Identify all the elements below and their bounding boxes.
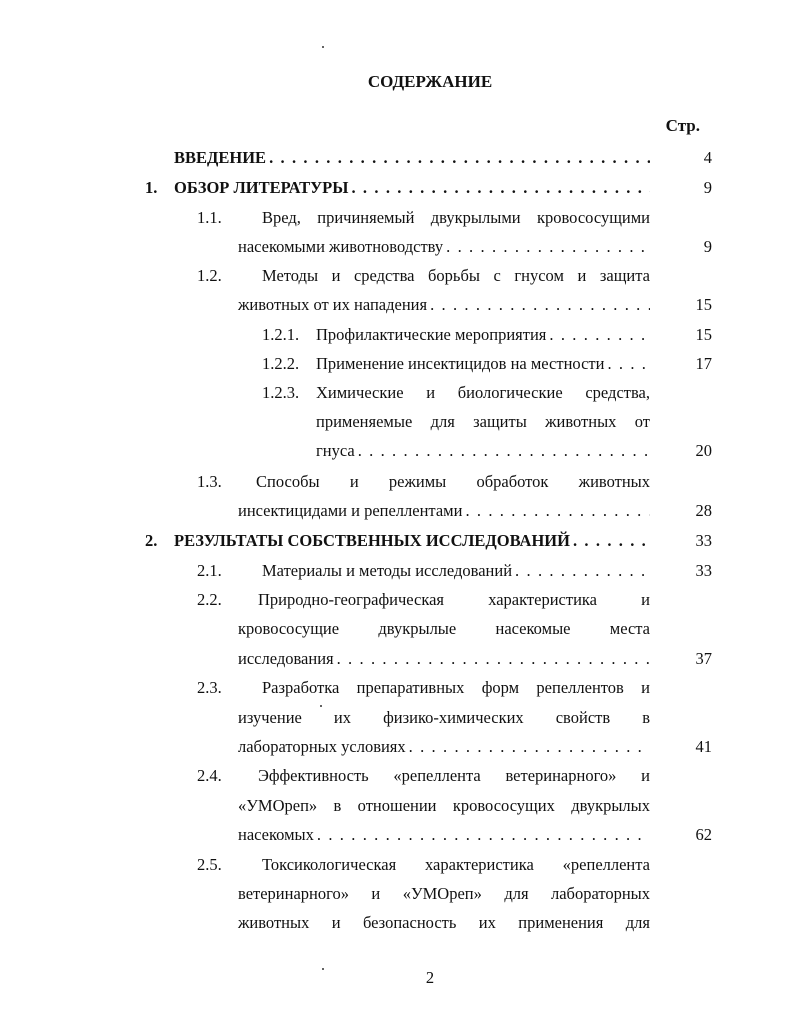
toc-page-number: 33	[695, 561, 712, 580]
toc-page-number: 33	[695, 531, 712, 550]
toc-entry-title-line: кровососущие двукрылые насекомые места	[238, 619, 650, 638]
toc-entry-number: 2.3.	[197, 678, 222, 697]
toc-page-number: 4	[703, 148, 712, 167]
toc-entry-title-line: изучение их физико-химических свойств в	[238, 708, 650, 727]
toc-entry-title: ОБЗОР ЛИТЕРАТУРЫ	[174, 178, 349, 197]
toc-entry-title-line: инсектицидами и репеллентами	[238, 501, 463, 520]
toc-entry-title-line: Токсикологическая характеристика «репеллента	[262, 855, 650, 874]
toc-entry-title-line: гнуса	[316, 441, 355, 460]
toc-entry-title-line: Химические и биологические средства,	[316, 383, 650, 402]
toc-page-number: 62	[695, 825, 712, 844]
toc-page-number: 9	[703, 237, 712, 256]
toc-entry-number: 1.1.	[197, 208, 222, 227]
toc-entry-title-line: насекомых	[238, 825, 314, 844]
page-title: СОДЕРЖАНИЕ	[367, 72, 493, 91]
dot-leader	[573, 531, 650, 551]
toc-entry-title-line: применяемые для защиты животных от	[316, 412, 650, 431]
toc-entry-number: 2.4.	[197, 766, 222, 785]
dot-leader	[515, 561, 650, 581]
toc-entry-number: 1.2.1.	[262, 325, 300, 344]
toc-page-number: 28	[695, 501, 712, 520]
dot-leader	[430, 295, 650, 315]
page-column-header: Стр.	[665, 116, 700, 135]
toc-entry-title-line: исследования	[238, 649, 334, 668]
toc-page-number: 15	[695, 325, 712, 344]
toc-page-number: 37	[695, 649, 712, 668]
toc-entry-number: 1.3.	[197, 472, 222, 491]
toc-entry-title: ВВЕДЕНИЕ	[174, 148, 267, 167]
toc-page-number: 15	[695, 295, 712, 314]
toc-entry-title: РЕЗУЛЬТАТЫ СОБСТВЕННЫХ ИССЛЕДОВАНИЙ	[174, 531, 570, 550]
toc-entry-title: Материалы и методы исследований	[262, 561, 513, 580]
dot-leader	[549, 325, 650, 345]
toc-entry-title-line: Эффективность «репеллента ветеринарного» и	[258, 766, 650, 785]
toc-page-number: 41	[695, 737, 712, 756]
dot-leader	[409, 737, 650, 757]
toc-page-number: 9	[703, 178, 712, 197]
toc-entry-title: Профилактические мероприятия	[316, 325, 547, 344]
toc-entry-title: Применение инсектицидов на местности	[316, 354, 605, 373]
toc-entry-title-line: ветеринарного» и «УМОреп» для лабораторных	[238, 884, 650, 903]
toc-entry-number: 1.2.2.	[262, 354, 300, 373]
toc-entry-number: 2.2.	[197, 590, 222, 609]
toc-entry-number: 1.	[145, 178, 158, 197]
dot-leader	[358, 441, 650, 461]
toc-entry-number: 1.2.3.	[262, 383, 300, 402]
toc-entry-title-line: Вред, причиняемый двукрылыми кровососущими	[262, 208, 650, 227]
toc-page-number: 17	[695, 354, 712, 373]
dot-leader	[317, 825, 650, 845]
toc-entry-title-line: насекомыми животноводству	[238, 237, 444, 256]
toc-entry-number: 2.	[145, 531, 158, 550]
toc-page-number: 20	[695, 441, 712, 460]
toc-entry-number: 2.5.	[197, 855, 222, 874]
scan-speck	[322, 968, 324, 970]
scan-speck	[322, 46, 324, 48]
toc-entry-title-line: лабораторных условиях	[238, 737, 406, 756]
toc-entry-title-line: Природно-географическая характеристика и	[258, 590, 650, 609]
toc-entry-number: 1.2.	[197, 266, 222, 285]
toc-entry-title-line: Способы и режимы обработок животных	[256, 472, 650, 491]
dot-leader	[337, 649, 650, 669]
toc-entry-title-line: Разработка препаративных форм репеллентов и	[262, 678, 650, 697]
toc-entry-title-line: животных и безопасность их применения для	[238, 913, 650, 932]
dot-leader	[269, 148, 650, 168]
page-number: 2	[425, 968, 435, 987]
dot-leader	[351, 178, 650, 198]
toc-entry-title-line: «УМОреп» в отношении кровососущих двукрылых	[238, 796, 650, 815]
toc-entry-title-line: животных от их нападения	[238, 295, 428, 314]
dot-leader	[607, 354, 650, 374]
dot-leader	[446, 237, 650, 257]
toc-entry-title-line: Методы и средства борьбы с гнусом и защита	[262, 266, 650, 285]
dot-leader	[465, 501, 650, 521]
toc-entry-number: 2.1.	[197, 561, 222, 580]
scan-speck	[320, 705, 322, 707]
